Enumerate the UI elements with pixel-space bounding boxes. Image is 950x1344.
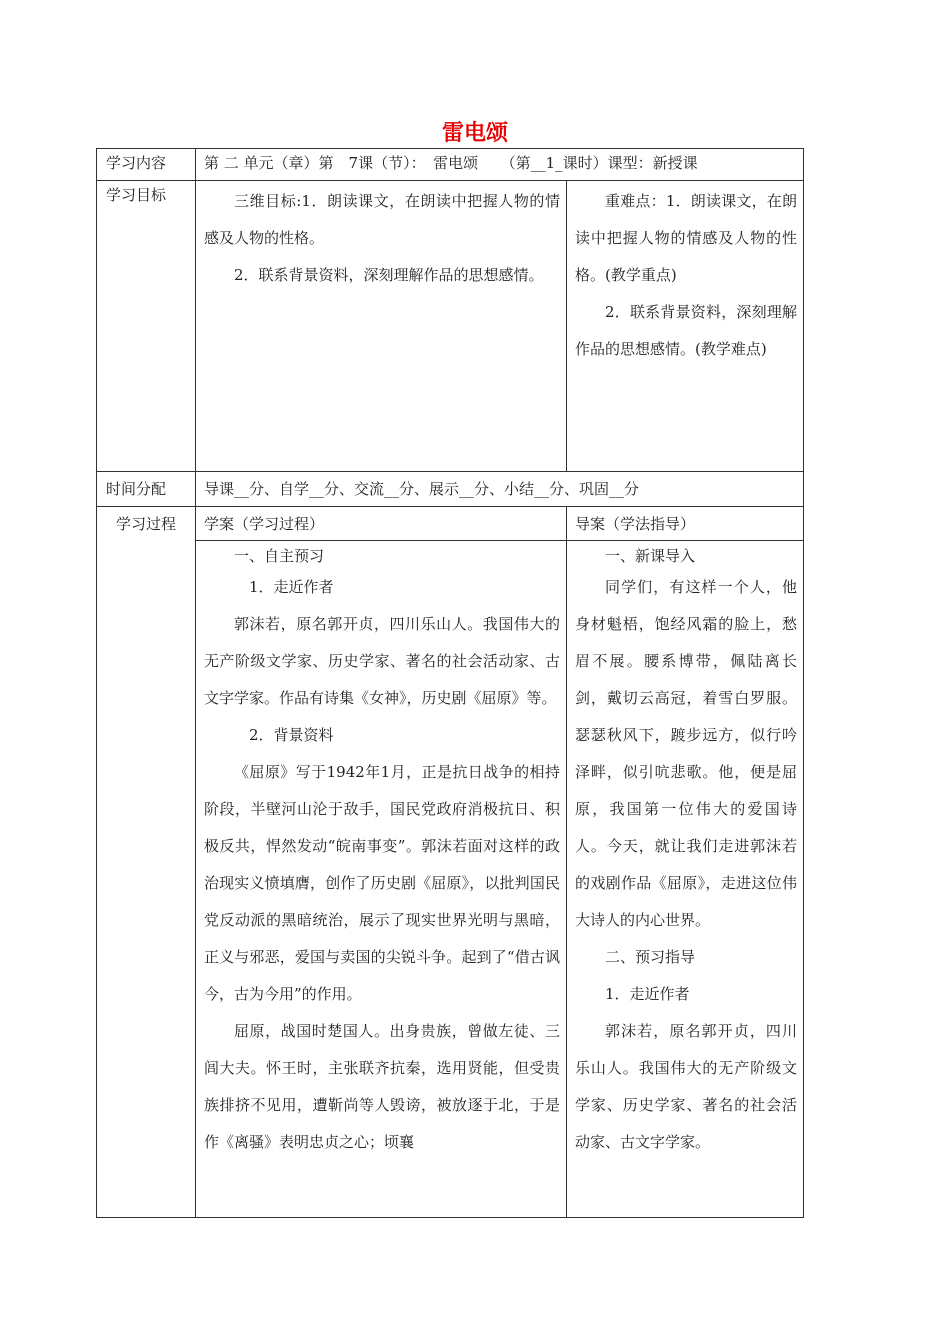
left-head: 学案（学习过程） xyxy=(204,515,325,533)
time-value-cell xyxy=(196,472,804,507)
right-head: 导案（学法指导） xyxy=(575,515,696,533)
content-label: 学习内容 xyxy=(106,154,167,172)
page-title: 雷电颂 xyxy=(441,121,508,146)
goal-left-paragraph: 2．联系背景资料，深刻理解作品的思想感情。 xyxy=(234,266,544,284)
content-row xyxy=(97,149,804,181)
content-value: 第 二 单元（章）第 7课（节）： 雷电颂 （第__1_课时）课型：新授课 xyxy=(204,154,698,172)
time-label-cell xyxy=(97,472,196,507)
section-heading: 一、自主预习 xyxy=(234,547,325,565)
goal-row xyxy=(97,181,804,472)
goal-left-paragraph: 三维目标:1．朗读课文，在朗读中把握人物的情感及人物的性格。 xyxy=(204,192,560,247)
time-row xyxy=(97,472,804,507)
author-paragraph: 郭沫若，原名郭开贞，四川乐山人。我国伟大的无产阶级文学家、历史学家、著名的社会活动家、古文字学家。 xyxy=(575,1022,798,1151)
author-paragraph: 郭沫若，原名郭开贞，四川乐山人。我国伟大的无产阶级文学家、历史学家、著名的社会活动家、古文字学家。作品有诗集《女神》，历史剧《屈原》等。 xyxy=(204,615,560,707)
intro-paragraph: 同学们，有这样一个人，他身材魁梧，饱经风霜的脸上，愁眉不展。腰系博带，佩陆离长剑，戴切云高冠，着雪白罗服。瑟瑟秋风下，踱步远方，似行吟泽畔，似引吭悲歌。他，便是屈原，我国第一位伟大的爱国诗人。今天，就让我们走进郭沫若的戏剧作品《屈原》，走进这位伟大诗人的内心世界。 xyxy=(575,578,798,929)
time-label: 时间分配 xyxy=(106,480,167,498)
content-value-cell xyxy=(196,149,804,181)
section-heading: 二、预习指导 xyxy=(605,948,696,966)
section-heading: 一、新课导入 xyxy=(605,547,696,565)
goal-right-cell xyxy=(567,181,804,472)
process-body-row xyxy=(97,541,804,1218)
lesson-plan-table xyxy=(96,148,804,1218)
process-label: 学习过程 xyxy=(115,515,176,533)
right-head-cell xyxy=(567,507,804,541)
background-paragraph: 《屈原》写于1942年1月，正是抗日战争的相持阶段，半壁河山沦于敌手，国民党政府消极抗日、积极反共，悍然发动“皖南事变”。郭沫若面对这样的政治现实义愤填膺，创作了历史剧《屈原》，以批判国民党反动派的黑暗统治，展示了现实世界光明与黑暗，正义与邪恶，爱国与卖国的尖锐斗争。起到了“借古讽今，古为今用”的作用。 xyxy=(204,763,560,1003)
content-label-cell xyxy=(97,149,196,181)
quyuan-paragraph: 屈原，战国时楚国人。出身贵族，曾做左徒、三闾大夫。怀王时，主张联齐抗秦，选用贤能，但受贵族排挤不见用，遭靳尚等人毁谤，被放逐于北，于是作《离骚》表明忠贞之心；顷襄 xyxy=(204,1022,560,1151)
right-body-cell xyxy=(567,541,804,1218)
process-label-cell xyxy=(97,507,196,1218)
sub-heading: 2．背景资料 xyxy=(249,726,334,744)
process-head-row xyxy=(97,507,804,541)
goal-label-cell xyxy=(97,181,196,472)
goal-right-paragraph: 2．联系背景资料，深刻理解作品的思想感情。(教学难点) xyxy=(575,303,798,358)
time-value: 导课__分、自学__分、交流__分、展示__分、小结__分、巩固__分 xyxy=(204,480,640,498)
goal-right-paragraph: 重难点：1．朗读课文，在朗读中把握人物的情感及人物的性格。(教学重点) xyxy=(575,192,798,284)
left-head-cell xyxy=(196,507,567,541)
goal-label: 学习目标 xyxy=(106,186,167,204)
goal-left-cell xyxy=(196,181,567,472)
sub-heading: 1．走近作者 xyxy=(249,578,334,596)
sub-heading: 1．走近作者 xyxy=(605,985,690,1003)
left-body-cell xyxy=(196,541,567,1218)
